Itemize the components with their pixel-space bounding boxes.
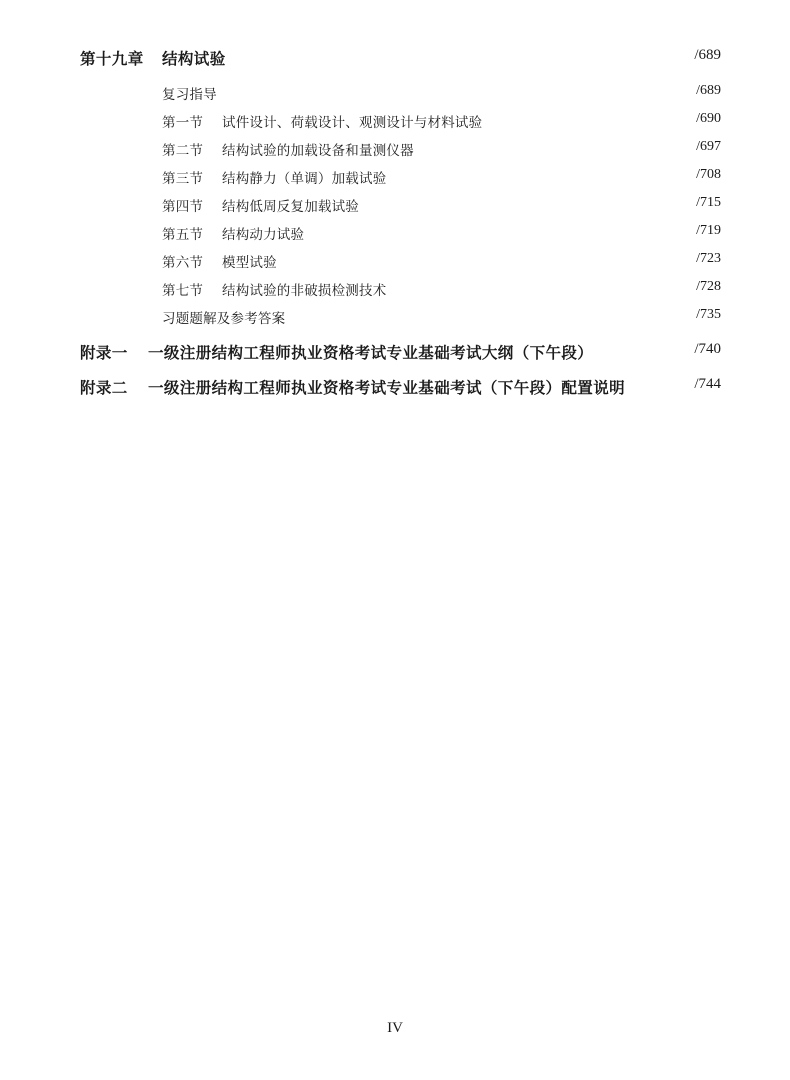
toc-section-entry bbox=[0, 139, 790, 163]
section-title: 复习指导 bbox=[162, 87, 217, 103]
section-page: /715 bbox=[696, 195, 721, 210]
chapter-label: 第十九章 bbox=[80, 50, 144, 68]
toc-appendix-entry bbox=[0, 376, 790, 400]
section-label: 第七节 bbox=[162, 283, 204, 299]
section-title: 试件设计、荷载设计、观测设计与材料试验 bbox=[222, 115, 483, 131]
section-title: 结构低周反复加载试验 bbox=[222, 199, 359, 215]
appendix-label: 附录二 bbox=[80, 379, 128, 397]
toc-section-entry bbox=[0, 167, 790, 191]
section-title: 结构试验的非破损检测技术 bbox=[222, 283, 387, 299]
appendix-title: 一级注册结构工程师执业资格考试专业基础考试大纲（下午段） bbox=[148, 344, 594, 362]
section-page: /728 bbox=[696, 279, 721, 294]
toc-section-entry bbox=[0, 223, 790, 247]
section-title: 结构试验的加载设备和量测仪器 bbox=[222, 143, 414, 159]
section-page: /697 bbox=[696, 139, 721, 154]
toc-section-entry bbox=[0, 251, 790, 275]
section-label: 第一节 bbox=[162, 115, 204, 131]
section-page: /708 bbox=[696, 167, 721, 182]
appendix-title: 一级注册结构工程师执业资格考试专业基础考试（下午段）配置说明 bbox=[148, 379, 626, 397]
section-page: /690 bbox=[696, 111, 721, 126]
section-title: 模型试验 bbox=[222, 255, 277, 271]
toc-section-entry bbox=[0, 279, 790, 303]
section-page: /719 bbox=[696, 223, 721, 238]
section-label: 第二节 bbox=[162, 143, 204, 159]
section-title: 习题题解及参考答案 bbox=[162, 311, 286, 327]
section-page: /723 bbox=[696, 251, 721, 266]
toc-section-entry bbox=[0, 111, 790, 135]
section-label: 第三节 bbox=[162, 171, 204, 187]
chapter-page: /689 bbox=[694, 47, 721, 63]
toc-section-entry bbox=[0, 307, 790, 331]
toc-chapter-entry bbox=[0, 47, 790, 71]
section-title: 结构动力试验 bbox=[222, 227, 305, 243]
section-label: 第六节 bbox=[162, 255, 204, 271]
appendix-page: /744 bbox=[694, 376, 721, 392]
toc-section-entry bbox=[0, 195, 790, 219]
section-page: /689 bbox=[696, 83, 721, 98]
page-number: IV bbox=[387, 1020, 403, 1036]
appendix-page: /740 bbox=[694, 341, 721, 357]
section-label: 第四节 bbox=[162, 199, 204, 215]
toc-appendix-entry bbox=[0, 341, 790, 365]
appendix-label: 附录一 bbox=[80, 344, 128, 362]
chapter-title: 结构试验 bbox=[162, 50, 226, 68]
section-label: 第五节 bbox=[162, 227, 204, 243]
section-page: /735 bbox=[696, 307, 721, 322]
toc-section-entry bbox=[0, 83, 790, 107]
section-title: 结构静力（单调）加载试验 bbox=[222, 171, 387, 187]
